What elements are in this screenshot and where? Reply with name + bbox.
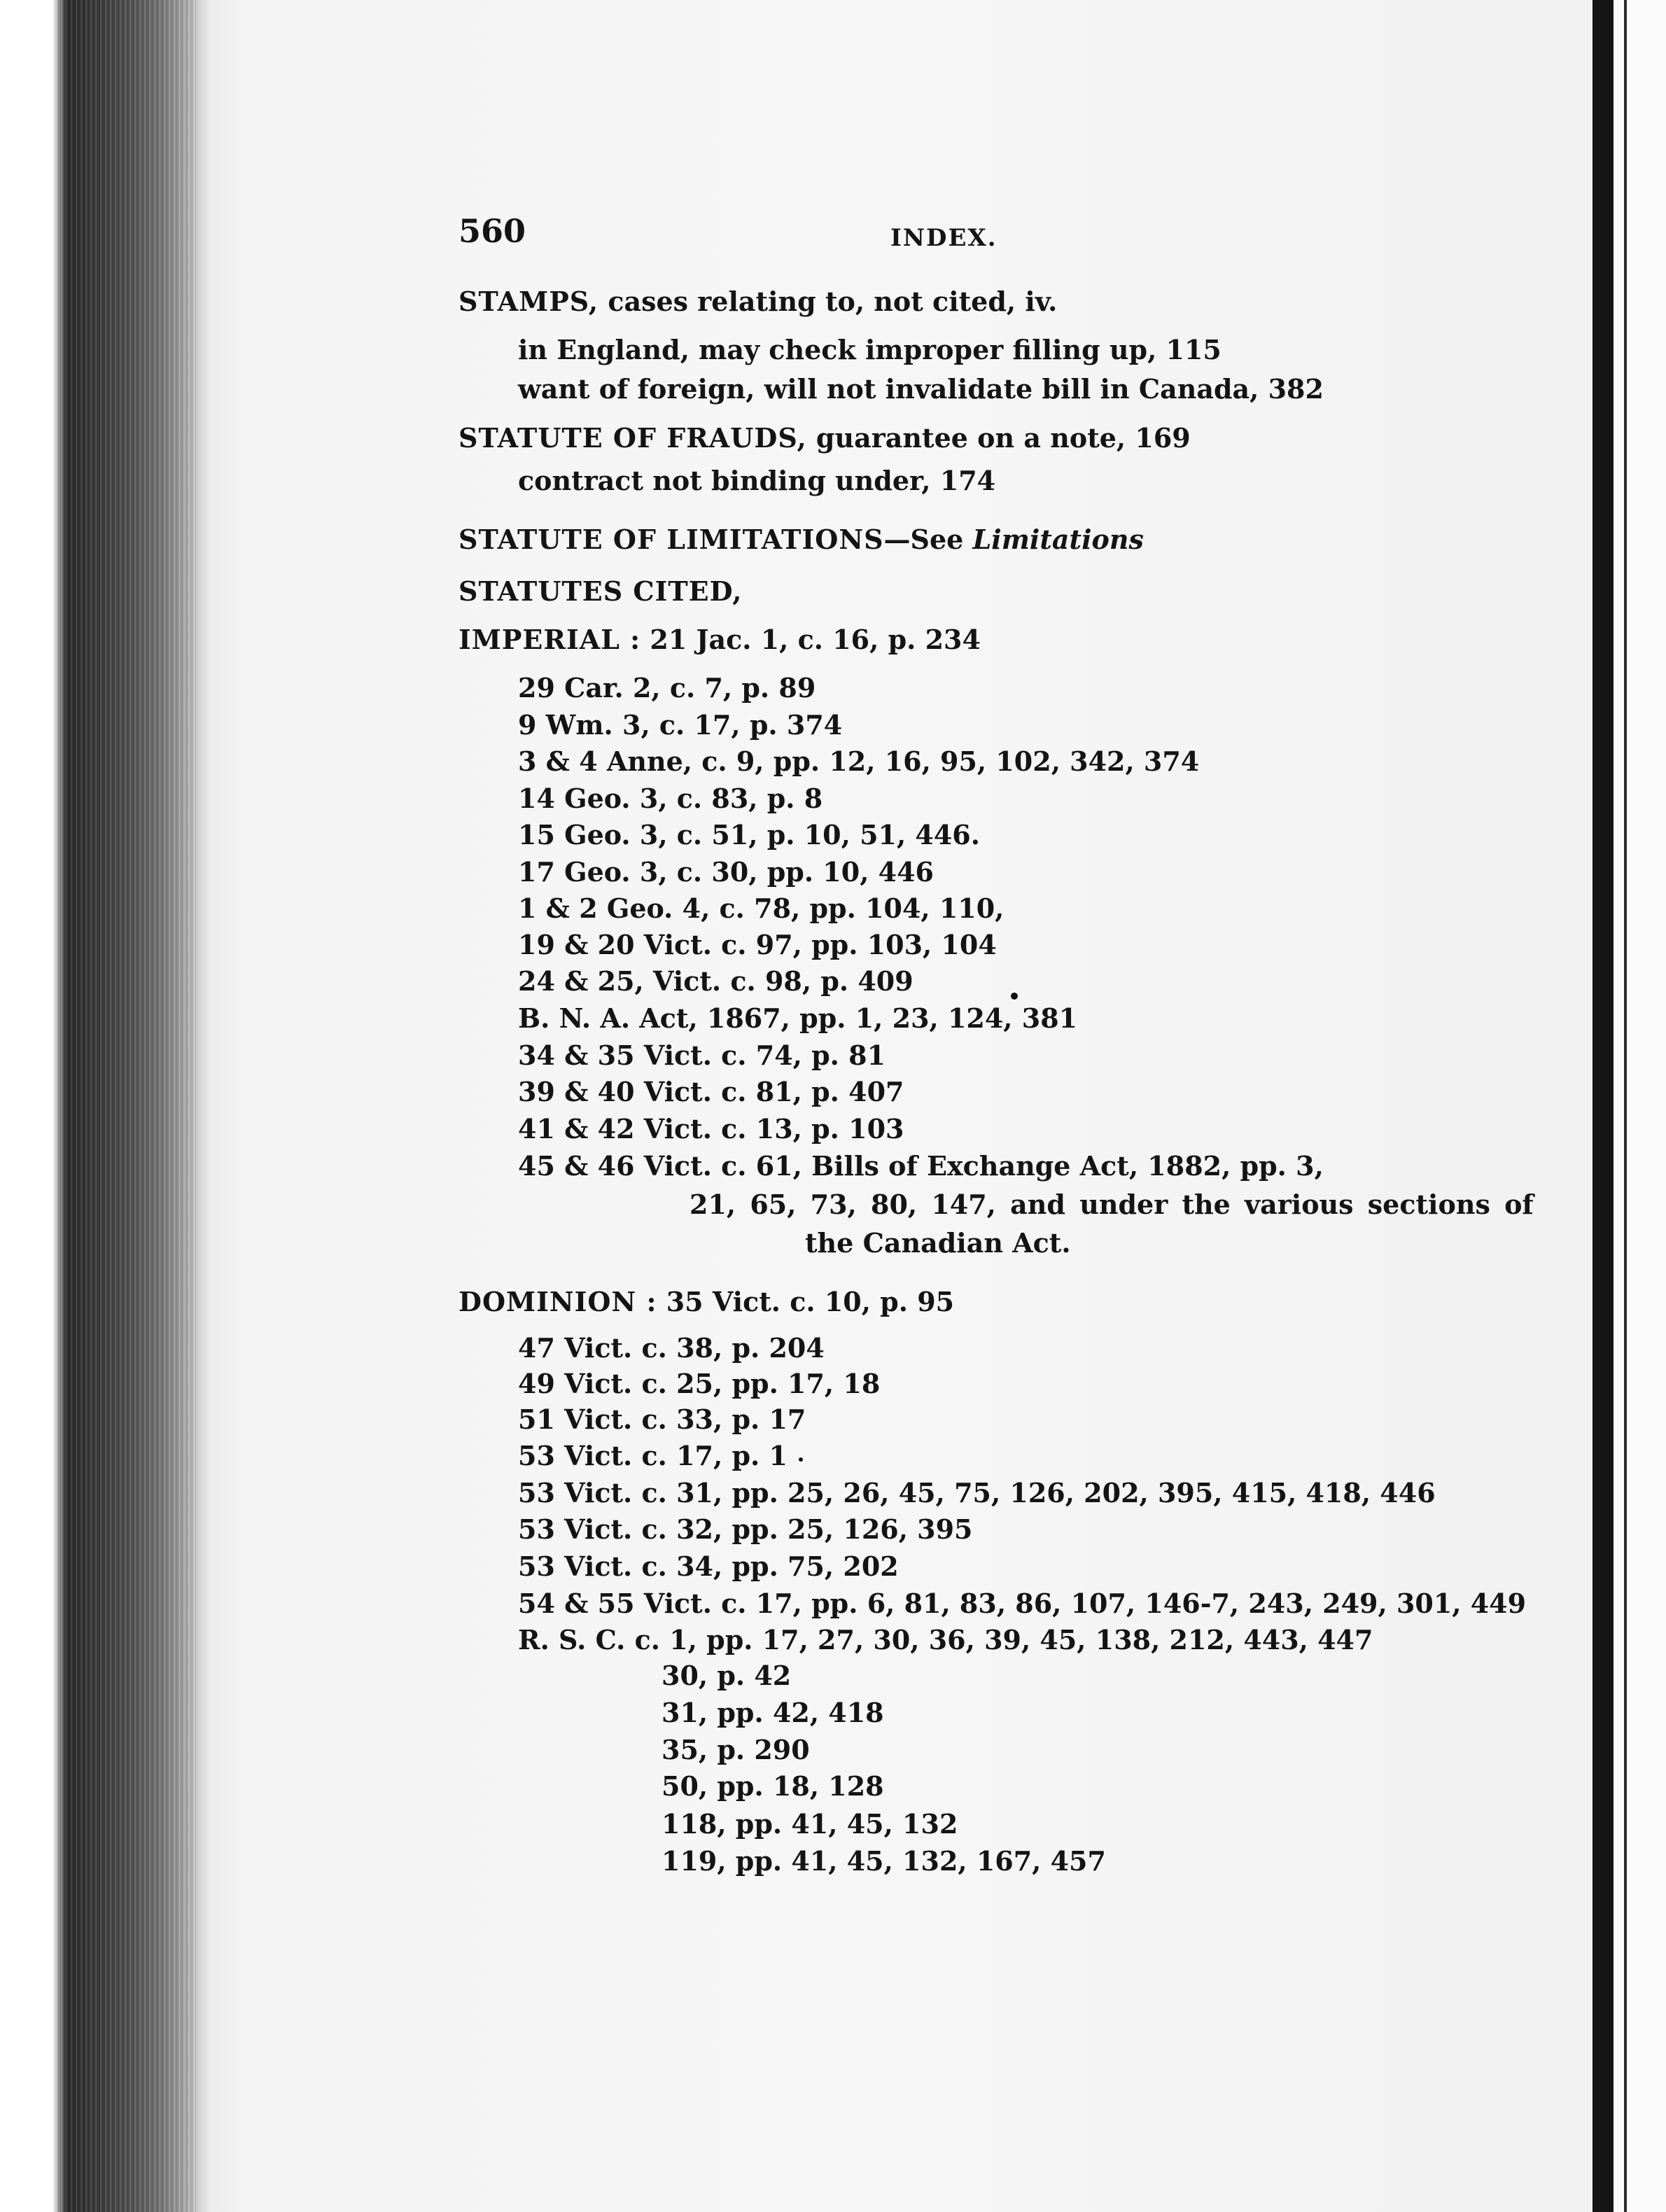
index-term: STATUTE OF LIMITATIONS <box>458 524 884 555</box>
statute-item: 53 Vict. c. 17, p. 1 <box>518 1440 788 1471</box>
statute-item: 41 & 42 Vict. c. 13, p. 103 <box>518 1113 904 1144</box>
page-number: 560 <box>458 212 526 250</box>
statute-item: 3 & 4 Anne, c. 9, pp. 12, 16, 95, 102, 342, 374 <box>518 746 1200 777</box>
statute-item: B. N. A. Act, 1867, pp. 1, 23, 124, 381 <box>518 1002 1078 1034</box>
next-page-strip <box>1614 0 1666 2212</box>
index-entry-text: cases relating to, not cited, iv. <box>598 286 1058 317</box>
page-edge-shadow <box>1592 0 1614 2212</box>
rsc-chapter-item: 119, pp. 41, 45, 132, 167, 457 <box>662 1845 1106 1877</box>
index-entry-statutes-cited: STATUTES CITED, <box>458 575 743 607</box>
statute-item: 51 Vict. c. 33, p. 17 <box>518 1404 806 1435</box>
statute-item: 34 & 35 Vict. c. 74, p. 81 <box>518 1040 886 1071</box>
print-speck <box>1011 993 1018 1000</box>
statute-item: 15 Geo. 3, c. 51, p. 10, 51, 446. <box>518 819 980 850</box>
sub-entry: in England, may check improper filling up, 115 <box>518 334 1222 365</box>
index-entry-text: 35 Vict. c. 10, p. 95 <box>657 1286 955 1317</box>
index-entry-statute-of-limitations <box>458 526 1144 553</box>
index-entry-imperial <box>458 626 981 653</box>
index-entry-text: 21 Jac. 1, c. 16, p. 234 <box>640 624 981 655</box>
index-term: IMPERIAL : <box>458 624 641 655</box>
spine-texture <box>56 0 196 2212</box>
statute-item: 29 Car. 2, c. 7, p. 89 <box>518 672 816 704</box>
statute-item: 1 & 2 Geo. 4, c. 78, pp. 104, 110, <box>518 892 1004 924</box>
statute-item: 53 Vict. c. 31, pp. 25, 26, 45, 75, 126, 202, 395, 415, 418, 446 <box>518 1477 1436 1508</box>
running-title: INDEX. <box>890 224 997 252</box>
statute-item: 17 Geo. 3, c. 30, pp. 10, 446 <box>518 856 934 888</box>
index-term: STATUTE OF FRAUDS, <box>458 422 807 454</box>
statute-item: 49 Vict. c. 25, pp. 17, 18 <box>518 1368 881 1399</box>
statute-item: R. S. C. c. 1, pp. 17, 27, 30, 36, 39, 45, 138, 212, 443, 447 <box>518 1624 1373 1656</box>
index-entry-text: —See <box>883 524 973 555</box>
statute-item: 47 Vict. c. 38, p. 204 <box>518 1332 825 1364</box>
see-reference: Limitations <box>972 524 1144 555</box>
print-speck <box>799 1457 803 1462</box>
statute-continuation: 21, 65, 73, 80, 147, and under the various sections of <box>690 1189 1534 1220</box>
rsc-chapter-item: 50, pp. 18, 128 <box>662 1770 884 1802</box>
statute-item: 14 Geo. 3, c. 83, p. 8 <box>518 783 823 814</box>
rsc-chapter-item: 30, p. 42 <box>662 1660 792 1691</box>
statute-item: 53 Vict. c. 34, pp. 75, 202 <box>518 1550 899 1582</box>
index-entry-statute-of-frauds <box>458 422 1191 454</box>
sub-entry: want of foreign, will not invalidate bill in Canada, 382 <box>518 373 1324 405</box>
sub-entry: contract not binding under, 174 <box>518 465 996 496</box>
statute-item: 19 & 20 Vict. c. 97, pp. 103, 104 <box>518 929 997 960</box>
statute-continuation: the Canadian Act. <box>805 1227 1071 1259</box>
index-entry-text: guarantee on a note, 169 <box>806 422 1191 454</box>
statute-item: 9 Wm. 3, c. 17, p. 374 <box>518 709 843 741</box>
rsc-chapter-item: 35, p. 290 <box>662 1734 810 1765</box>
statute-item: 53 Vict. c. 32, pp. 25, 126, 395 <box>518 1513 973 1545</box>
rsc-chapter-item: 31, pp. 42, 418 <box>662 1697 884 1728</box>
index-entry-dominion <box>458 1286 955 1317</box>
statute-item: 54 & 55 Vict. c. 17, pp. 6, 81, 83, 86, 107, 146-7, 243, 249, 301, 449 <box>518 1588 1527 1619</box>
statute-item: 39 & 40 Vict. c. 81, p. 407 <box>518 1076 904 1107</box>
index-term: STAMPS, <box>458 286 599 317</box>
index-entry-stamps <box>458 288 1057 315</box>
statute-item: 24 & 25, Vict. c. 98, p. 409 <box>518 965 913 997</box>
next-page-edge-line <box>1624 0 1627 2212</box>
statute-item: 45 & 46 Vict. c. 61, Bills of Exchange Act, 1882, pp. 3, <box>518 1150 1324 1182</box>
index-term: DOMINION : <box>458 1286 657 1317</box>
rsc-chapter-item: 118, pp. 41, 45, 132 <box>662 1808 958 1840</box>
